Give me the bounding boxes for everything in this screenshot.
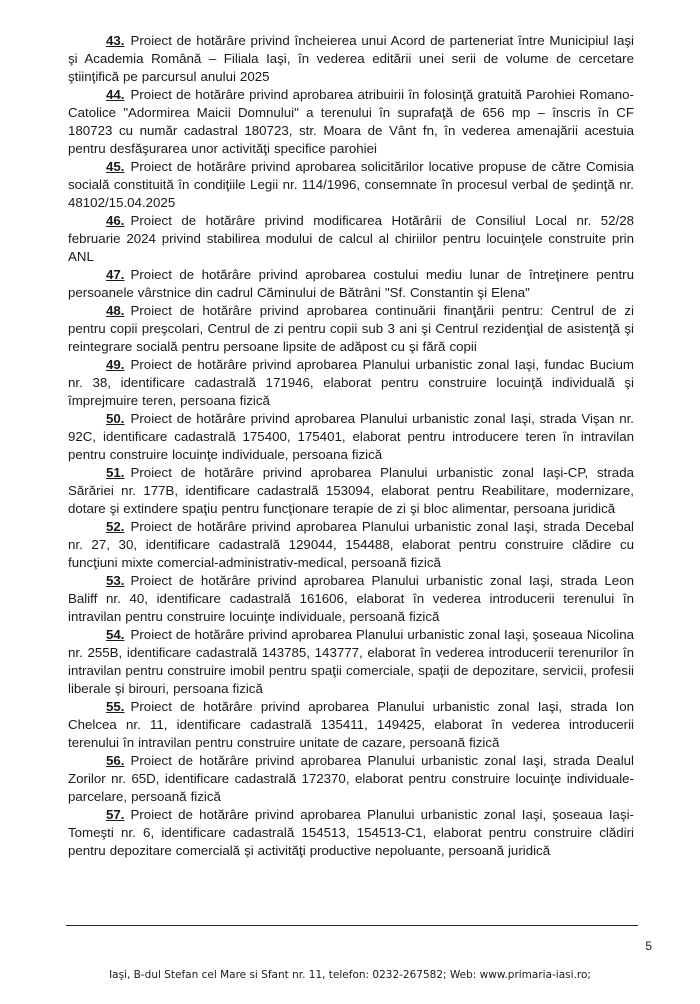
item-text: Proiect de hotărâre privind aprobarea Planului urbanistic zonal Iaşi, strada Ion Chelcea nr. 11, identificare cadastrală 135411, 149425, elaborat în vederea introducerii terenului în intravilan pentru construire unitate de cazare, persoană fizică <box>68 699 634 750</box>
item-number: 43. <box>106 33 125 48</box>
item-number: 52. <box>106 519 125 534</box>
item-text: Proiect de hotărâre privind modificarea Hotărârii de Consiliul Local nr. 52/28 februarie 2024 privind stabilirea modului de calcul al chiriilor pentru locuinţele construite prin ANL <box>68 213 634 264</box>
agenda-item <box>68 806 634 860</box>
item-text: Proiect de hotărâre privind aprobarea solicitărilor locative propuse de către Comisia socială constituită în condiţiile Legii nr. 114/1996, consemnate în procesul verbal de şedinţă nr. 48102/15.04.2025 <box>68 159 634 210</box>
item-text: Proiect de hotărâre privind aprobarea Planului urbanistic zonal Iaşi, fundac Bucium nr. 38, identificare cadastrală 171946, elaborat pentru construire locuinţă individuală şi împrejmuire teren, persoana fizică <box>68 357 634 408</box>
item-number: 44. <box>106 87 125 102</box>
item-number: 49. <box>106 357 125 372</box>
item-number: 47. <box>106 267 125 282</box>
agenda-item <box>68 410 634 464</box>
footer-address: Iaşi, B-dul Stefan cel Mare si Sfant nr. 11, telefon: 0232-267582; Web: www.primaria-iasi.ro; <box>109 969 591 981</box>
item-number: 55. <box>106 699 125 714</box>
item-text: Proiect de hotărâre privind aprobarea continuării finanţării pentru: Centrul de zi pentru copii preşcolari, Centrul de zi pentru copii sub 3 ani şi Centrul rezidenţial de asistenţă şi reintegrare socială pentru persoane lipsite de adăpost cu şi fără copii <box>68 303 634 354</box>
page-number: 5 <box>645 939 652 953</box>
item-text: Proiect de hotărâre privind încheierea unui Acord de parteneriat între Municipiul Iaşi şi Academia Română – Filiala Iaşi, în vederea editării unei serii de volume de cercetare ştiinţifică pe parcursul anului 2025 <box>68 33 634 84</box>
agenda-item <box>68 698 634 752</box>
item-number: 50. <box>106 411 125 426</box>
agenda-item <box>68 464 634 518</box>
item-number: 46. <box>106 213 125 228</box>
item-text: Proiect de hotărâre privind aprobarea Planului urbanistic zonal Iaşi, şoseaua Iaşi-Tomeşti nr. 6, identificare cadastrală 154513, 154513-C1, elaborat pentru construire clădiri pentru depozitare comercială şi activităţi productive nepoluante, persoană juridică <box>68 807 634 858</box>
item-number: 56. <box>106 753 125 768</box>
agenda-item <box>68 266 634 302</box>
item-number: 48. <box>106 303 125 318</box>
footer-divider <box>66 925 638 926</box>
agenda-item <box>68 302 634 356</box>
agenda-item <box>68 356 634 410</box>
item-number: 54. <box>106 627 125 642</box>
agenda-item <box>68 518 634 572</box>
item-number: 51. <box>106 465 125 480</box>
item-text: Proiect de hotărâre privind aprobarea atribuirii în folosinţă gratuită Parohiei Romano-Catolice "Adormirea Maicii Domnului" a terenului în suprafaţă de 656 mp – înscris în CF 180723 cu număr cadastral 180723, str. Moara de Vânt fn, în vederea amenajării acestuia pentru desfăşurarea unor activităţi specifice parohiei <box>68 87 634 156</box>
item-text: Proiect de hotărâre privind aprobarea Planului urbanistic zonal Iaşi, strada Dealul Zorilor nr. 65D, identificare cadastrală 172370, elaborat pentru construire locuinţe individuale-parcelare, persoană fizică <box>68 753 634 804</box>
item-text: Proiect de hotărâre privind aprobarea Planului urbanistic zonal Iaşi, strada Decebal nr. 27, 30, identificare cadastrală 129044, 154488, elaborat pentru construire clădire cu funcţiuni mixte comercial-administrativ-medical, persoană fizică <box>68 519 634 570</box>
agenda-item <box>68 158 634 212</box>
item-text: Proiect de hotărâre privind aprobarea costului mediu lunar de întreţinere pentru persoanele vârstnice din cadrul Căminului de Bătrâni "Sf. Constantin şi Elena" <box>68 267 634 300</box>
item-text: Proiect de hotărâre privind aprobarea Planului urbanistic zonal Iaşi-CP, strada Sărăriei nr. 177B, identificare cadastrală 153094, elaborat pentru Reabilitare, modernizare, dotare şi extindere spaţiu pentru funcţionare terapie de zi şi bloc alimentar, persoana juridică <box>68 465 634 516</box>
agenda-item <box>68 752 634 806</box>
item-text: Proiect de hotărâre privind aprobarea Planului urbanistic zonal Iaşi, strada Leon Baliff nr. 40, identificare cadastrală 161606, elaborat în vederea introducerii terenului în intravilan pentru construire locuinţe individuale, persoană fizică <box>68 573 634 624</box>
agenda-item <box>68 572 634 626</box>
agenda-item <box>68 32 634 86</box>
agenda-item <box>68 626 634 698</box>
item-text: Proiect de hotărâre privind aprobarea Planului urbanistic zonal Iaşi, strada Vişan nr. 92C, identificare cadastrală 175400, 175401, elaborat pentru introducere teren în intravilan pentru construire locuinţe individuale, persoana fizică <box>68 411 634 462</box>
item-number: 53. <box>106 573 125 588</box>
item-number: 57. <box>106 807 125 822</box>
item-number: 45. <box>106 159 125 174</box>
agenda-list <box>68 32 634 860</box>
item-text: Proiect de hotărâre privind aprobarea Planului urbanistic zonal Iaşi, şoseaua Nicolina nr. 255B, identificare cadastrală 143785, 143777, elaborat în vederea introducerii terenurilor în intravilan pentru construire imobil pentru spaţii comerciale, spaţii de depozitare, servicii, profesii liberale şi birouri, persoana fizică <box>68 627 634 696</box>
agenda-item <box>68 212 634 266</box>
agenda-item <box>68 86 634 158</box>
